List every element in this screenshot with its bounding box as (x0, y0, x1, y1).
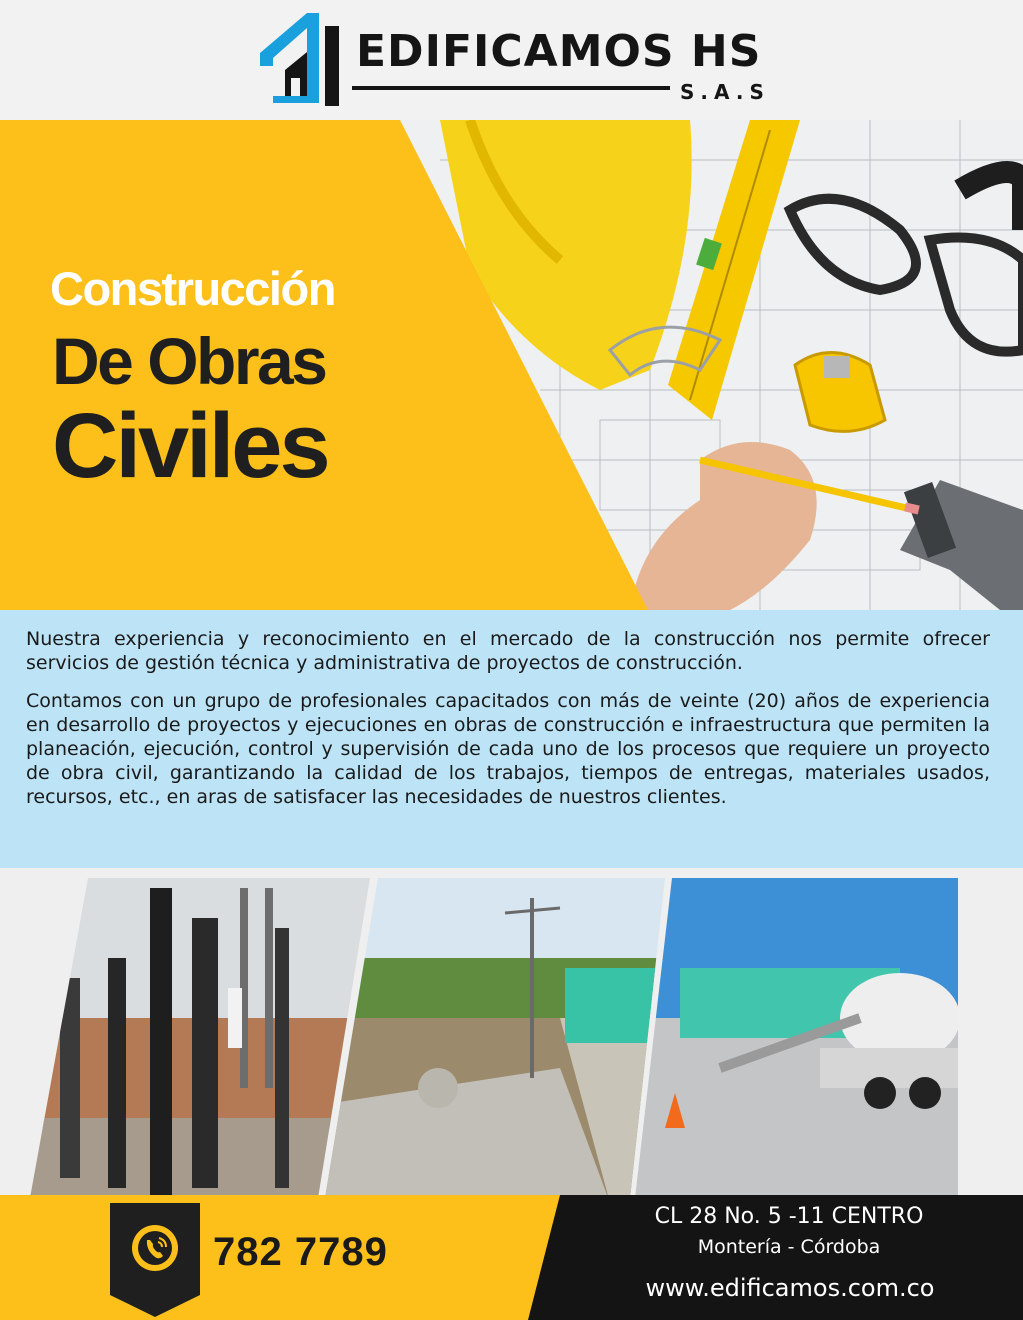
brand-suffix: S.A.S (680, 80, 770, 104)
brand-underline (352, 86, 670, 90)
description-panel (0, 610, 1023, 868)
house-logo-icon (255, 8, 345, 108)
phone-icon (129, 1222, 181, 1274)
website-link[interactable]: www.edificamos.com.co (645, 1274, 935, 1302)
brand-name: EDIFICAMOS HS (356, 26, 762, 77)
project-photo-strip (0, 868, 1023, 1203)
city-line: Montería - Córdoba (697, 1236, 881, 1258)
hero-title-line-3: Civiles (52, 395, 328, 497)
address-line: CL 28 No. 5 -11 CENTRO (654, 1204, 924, 1229)
hero-title-line-2: De Obras (52, 324, 326, 398)
hero-title-line-1: Construcción (50, 262, 335, 315)
hero-banner (0, 120, 1023, 610)
description-paragraph-1: Nuestra experiencia y reconocimiento en el mercado de la construcción nos permite ofrecer servicios de gestión técnica y administrativa de proyectos de construcción. (26, 628, 990, 674)
description-paragraph-2: Contamos con un grupo de profesionales capacitados con más de veinte (20) años de experiencia en desarrollo de proyectos y ejecuciones en obras de construcción e infraestructura que permiten la planeación, ejecución, control y supervisión de cada uno de los procesos que requiere un proyecto de obra civil, garantizando la calidad de los trabajos, tiempos de entregas, materiales usados, recursos, etc., en aras de satisfacer las necesidades de nuestros clientes. (26, 690, 990, 808)
phone-number: 782 7789 (213, 1230, 388, 1274)
